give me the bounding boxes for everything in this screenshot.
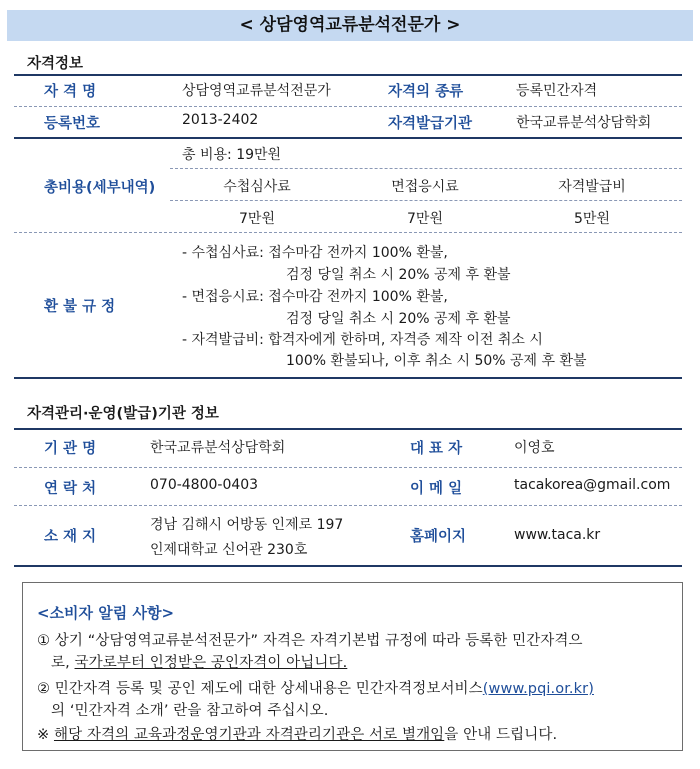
qualification-type-value: 등록민간자격 <box>516 83 598 99</box>
qualification-name-value: 상담영역교류분석전문가 <box>182 83 331 99</box>
divider <box>14 74 682 76</box>
homepage-label: 홈페이지 <box>410 529 467 545</box>
divider <box>170 200 682 201</box>
notice-line-2b-text: 의 ‘민간자격 소개’ 란을 참고하여 주십시오. <box>51 703 329 719</box>
divider <box>14 377 682 379</box>
divider <box>14 428 682 430</box>
notice-line-1b <box>37 651 347 672</box>
notice-line-1a: ① 상기 “상담영역교류분석전문가” 자격은 자격기본법 규정에 따라 등록한 민간자격으 <box>37 633 583 649</box>
page-title: < 상담영역교류분석전문가 > <box>7 10 693 41</box>
pqi-link[interactable]: (www.pqi.or.kr) <box>482 681 594 697</box>
contact-value: 070-4800-0403 <box>150 477 259 493</box>
cost-value-interview: 7만원 <box>407 211 443 227</box>
address-line-2: 인제대학교 신어관 230호 <box>150 542 308 558</box>
homepage-value[interactable]: www.taca.kr <box>514 527 601 543</box>
divider <box>14 232 682 233</box>
representative-label: 대 표 자 <box>410 441 463 457</box>
notice-title: <소비자 알림 사항> <box>37 604 175 622</box>
cost-value-issuance: 5만원 <box>574 211 610 227</box>
email-value[interactable]: tacakorea@gmail.com <box>514 477 671 493</box>
refund-line: - 면접응시료: 접수마감 전까지 100% 환불, <box>182 289 448 305</box>
notice-line-3 <box>37 723 557 744</box>
cost-header-issuance: 자격발급비 <box>558 179 626 195</box>
notice-line-2b <box>37 699 329 720</box>
email-label: 이 메 일 <box>410 481 463 497</box>
reference-mark: ※ <box>37 727 54 743</box>
issuer-label: 자격발급기관 <box>388 116 473 132</box>
divider <box>14 565 682 567</box>
divider <box>14 467 682 468</box>
organization-value: 한국교류분석상담학회 <box>150 440 286 456</box>
total-cost-value: 총 비용: 19만원 <box>182 147 282 163</box>
organization-label: 기 관 명 <box>44 441 97 457</box>
representative-value: 이영호 <box>514 440 555 456</box>
issuer-value: 한국교류분석상담학회 <box>516 115 652 131</box>
contact-label: 연 락 처 <box>44 481 97 497</box>
cost-header-review: 수첩심사료 <box>223 179 291 195</box>
address-label: 소 재 지 <box>44 529 97 545</box>
refund-line: - 자격발급비: 합격자에게 한하며, 자격증 제작 이전 취소 시 <box>182 332 543 348</box>
address-line-1: 경남 김해시 어방동 인제로 197 <box>150 517 344 533</box>
total-cost-label: 총비용(세부내역) <box>44 180 156 196</box>
divider <box>14 137 682 139</box>
refund-line: 100% 환불되나, 이후 취소 시 50% 공제 후 환불 <box>286 353 587 369</box>
divider <box>14 106 682 107</box>
qualification-name-label: 자 격 명 <box>44 84 97 100</box>
notice-line-3-underlined: 해당 자격의 교육과정운영기관과 자격관리기관은 서로 별개임 <box>53 727 445 743</box>
notice-line-3-suffix: 을 안내 드립니다. <box>444 727 558 743</box>
notice-line-1b-prefix: 로, <box>51 655 75 671</box>
notice-line-1b-underlined: 국가로부터 인정받은 공인자격이 아닙니다. <box>74 655 348 671</box>
refund-policy-label: 환 불 규 정 <box>44 299 116 315</box>
notice-line-2a-text: ② 민간자격 등록 및 공인 제도에 대한 상세내용은 민간자격정보서비스 <box>37 681 483 697</box>
divider <box>14 505 682 506</box>
qualification-type-label: 자격의 종류 <box>388 84 464 100</box>
registration-number-label: 등록번호 <box>44 116 101 132</box>
refund-line: - 수첩심사료: 접수마감 전까지 100% 환불, <box>182 245 448 261</box>
refund-line: 검정 당일 취소 시 20% 공제 후 환불 <box>286 311 511 327</box>
cost-header-interview: 면접응시료 <box>391 179 459 195</box>
section-title-qualification: 자격정보 <box>27 56 84 72</box>
registration-number-value: 2013-2402 <box>182 112 259 128</box>
notice-line-2a <box>37 677 594 698</box>
cost-value-review: 7만원 <box>239 211 275 227</box>
consumer-notice-box <box>22 582 683 751</box>
divider <box>170 168 682 169</box>
refund-line: 검정 당일 취소 시 20% 공제 후 환불 <box>286 267 511 283</box>
section-title-agency: 자격관리·운영(발급)기관 정보 <box>27 406 219 422</box>
